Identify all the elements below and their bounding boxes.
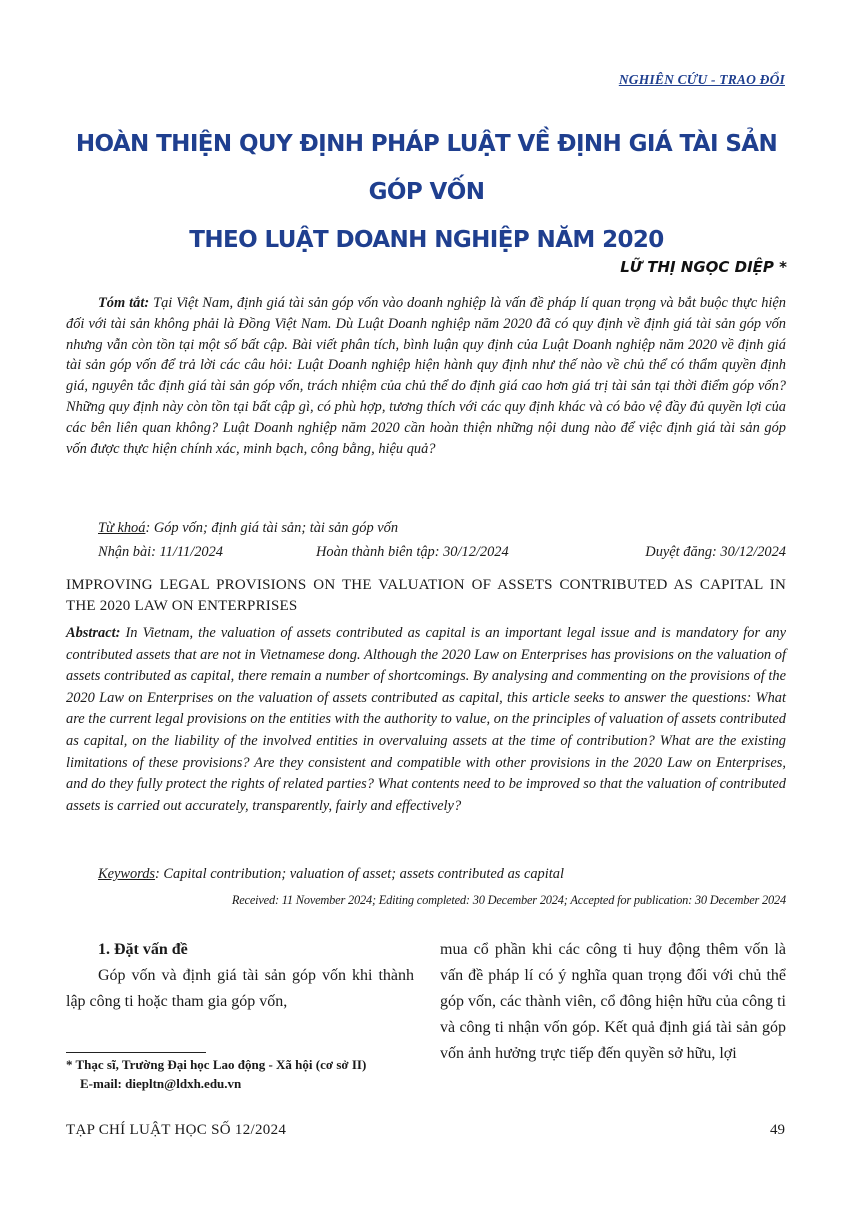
title-line-2: THEO LUẬT DOANH NGHIỆP NĂM 2020 <box>189 227 664 253</box>
accepted-date: Duyệt đăng: 30/12/2024 <box>645 544 786 560</box>
author-name: LỮ THỊ NGỌC DIỆP * <box>620 258 787 276</box>
abstract-vi-label: Tóm tắt: <box>98 295 150 311</box>
section-heading: 1. Đặt vấn đề <box>98 941 188 958</box>
keywords-en-label: Keywords <box>98 866 156 882</box>
abstract-vi-text: Tại Việt Nam, định giá tài sản góp vốn vào doanh nghiệp là vấn đề pháp lí quan trọng và bắt buộc thực hiện đối với tài sản không phải là Đồng Việt Nam. Dù Luật Doanh nghiệp năm 2020 đã có quy định về định giá tài sản góp vốn nhưng vẫn còn tồn tại một số bất cập. Bài viết phân tích, bình luận quy định của Luật Doanh nghiệp năm 2020 về định giá tài sản góp vốn để trả lời các câu hỏi: Luật Doanh nghiệp hiện hành quy định như thế nào về chủ thể có thẩm quyền định giá, nguyên tắc định giá tài sản góp vốn, trách nhiệm của chủ thể do định giá cao hơn giá trị tài sản tại thời điểm góp vốn? Những quy định này còn tồn tại bất cập gì, có phù hợp, tương thích với các quy định khác và có bảo vệ đầy đủ quyền lợi của các bên liên quan không? Luật Doanh nghiệp năm 2020 cần hoàn thiện những nội dung nào để việc định giá tài sản góp vốn được thực hiện chính xác, minh bạch, công bằng, hiệu quả? <box>66 295 786 457</box>
english-title: IMPROVING LEGAL PROVISIONS ON THE VALUATION OF ASSETS CONTRIBUTED AS CAPITAL IN THE 2020 LAW ON ENTERPRISES <box>66 577 786 614</box>
keywords-en-text: : Capital contribution; valuation of asset; assets contributed as capital <box>155 866 564 882</box>
body-paragraph-left: Góp vốn và định giá tài sản góp vốn khi thành lập công ti hoặc tham gia góp vốn, <box>66 967 414 1010</box>
abstract-vietnamese <box>66 293 786 459</box>
body-column-right <box>440 937 786 1067</box>
page-number: 49 <box>770 1122 785 1138</box>
abstract-en-label: Abstract: <box>66 625 121 641</box>
body-column-left <box>66 937 414 1015</box>
footnote-divider <box>66 1052 206 1053</box>
abstract-english <box>66 623 786 817</box>
keywords-vi-label: Từ khoá <box>98 520 146 536</box>
article-title <box>60 120 793 264</box>
keywords-english <box>98 866 786 883</box>
body-paragraph-right: mua cổ phần khi các công ti huy động thêm vốn là vấn đề pháp lí có ý nghĩa quan trọng đối với chủ thể góp vốn, các thành viên, cổ đông hiện hữu của công ti và công ti nhận vốn góp. Kết quả định giá tài sản góp vốn ảnh hưởng trực tiếp đến quyền sở hữu, lợi <box>440 941 786 1062</box>
section-label: NGHIÊN CỨU - TRAO ĐỔI <box>618 72 785 87</box>
title-line-1: HOÀN THIỆN QUY ĐỊNH PHÁP LUẬT VỀ ĐỊNH GIÁ TÀI SẢN GÓP VỐN <box>75 131 778 205</box>
submission-dates-en: Received: 11 November 2024; Editing completed: 30 December 2024; Accepted for publication: 30 December 2024 <box>231 893 786 907</box>
journal-footer: TẠP CHÍ LUẬT HỌC SỐ 12/2024 <box>66 1122 287 1138</box>
footnote-email: E-mail: diepltn@ldxh.edu.vn <box>80 1076 242 1091</box>
keywords-vietnamese <box>98 520 786 537</box>
footnote-affiliation: * Thạc sĩ, Trường Đại học Lao động - Xã hội (cơ sở II) <box>66 1057 367 1072</box>
abstract-en-text: In Vietnam, the valuation of assets contributed as capital is an important legal issue and is mandatory for any contributed assets that are not in Vietnamese dong. Although the 2020 Law on Enterprises has provisions on the valuation of assets contributed as capital, there remain a number of shortcomings. By analysing and commenting on the provisions of the 2020 Law on Enterprises on the valuation of assets contributed as capital, this article seeks to answer the questions: What are the current legal provisions on the entities with the authority to value, on the principles of valuation of assets contributed as capital, on the liability of the involved entities in overvaluing assets at the time of contribution? What are the existing limitations of these provisions? Are they consistent and compatible with other provisions in the 2020 Law on Enterprises, and do they fully protect the rights of related parties? What contents need to be improved so that the valuation of contributed assets is carried out accurately, transparently, fairly and effectively? <box>66 625 786 814</box>
keywords-vi-text: : Góp vốn; định giá tài sản; tài sản góp vốn <box>145 520 399 536</box>
author-footnote <box>66 1055 426 1093</box>
received-date: Nhận bài: 11/11/2024 <box>98 544 223 560</box>
editing-date: Hoàn thành biên tập: 30/12/2024 <box>316 544 509 560</box>
